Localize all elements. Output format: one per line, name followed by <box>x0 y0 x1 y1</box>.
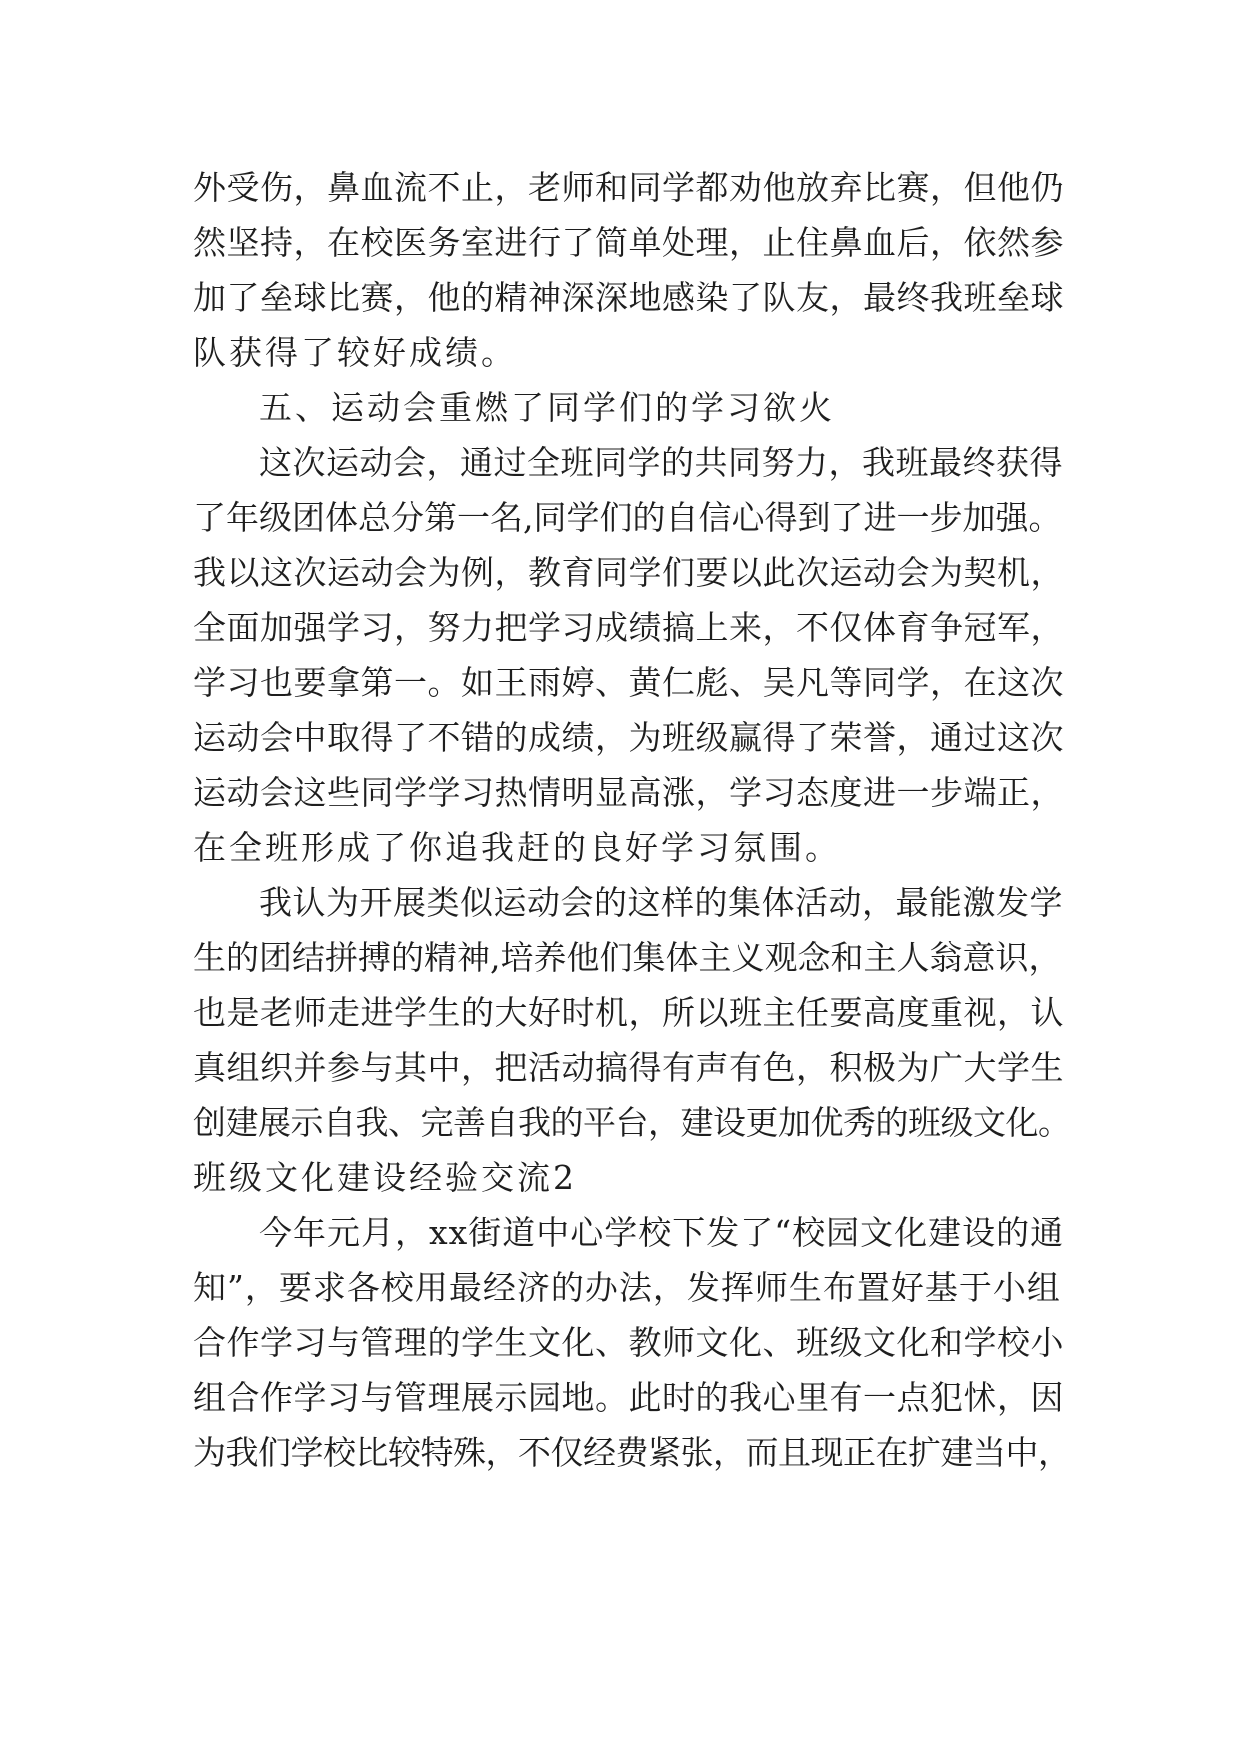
text-line: 创建展示自我、完善自我的平台，建设更加优秀的班级文化。 <box>193 1103 1071 1142</box>
text-line: 我认为开展类似运动会的这样的集体活动，最能激发学 <box>259 883 1063 922</box>
text-line: 加了垒球比赛，他的精神深深地感染了队友，最终我班垒球 <box>193 278 1064 317</box>
document-body <box>193 160 1073 1480</box>
text-line: 知”，要求各校用最经济的办法，发挥师生布置好基于小组 <box>193 1268 1061 1307</box>
text-line: 在全班形成了你追我赶的良好学习氛围。 <box>193 828 841 867</box>
text-line: 合作学习与管理的学生文化、教师文化、班级文化和学校小 <box>193 1323 1064 1362</box>
text-line: 为我们学校比较特殊，不仅经费紧张，而且现正在扩建当中， <box>193 1433 1071 1472</box>
text-line: 队获得了较好成绩。 <box>193 333 517 372</box>
text-line: 生的团结拼搏的精神,培养他们集体主义观念和主人翁意识， <box>193 938 1062 977</box>
text-line: 然坚持，在校医务室进行了简单处理，止住鼻血后，依然参 <box>193 223 1064 262</box>
text-line: 也是老师走进学生的大好时机，所以班主任要高度重视，认 <box>193 993 1064 1032</box>
text-line: 班级文化建设经验交流2 <box>193 1158 577 1197</box>
text-line: 组合作学习与管理展示园地。此时的我心里有一点犯怵，因 <box>193 1378 1064 1417</box>
text-line: 五、运动会重燃了同学们的学习欲火 <box>259 388 835 427</box>
text-line: 这次运动会，通过全班同学的共同努力，我班最终获得 <box>259 443 1063 482</box>
text-line: 运动会这些同学学习热情明显高涨，学习态度进一步端正， <box>193 773 1064 812</box>
text-line: 外受伤，鼻血流不止，老师和同学都劝他放弃比赛，但他仍 <box>193 168 1064 207</box>
text-line: 我以这次运动会为例，教育同学们要以此次运动会为契机， <box>193 553 1064 592</box>
text-line: 全面加强学习，努力把学习成绩搞上来，不仅体育争冠军， <box>193 608 1064 647</box>
text-line: 真组织并参与其中，把活动搞得有声有色，积极为广大学生 <box>193 1048 1064 1087</box>
text-line: 学习也要拿第一。如王雨婷、黄仁彪、吴凡等同学，在这次 <box>193 663 1064 702</box>
text-line: 今年元月，xx街道中心学校下发了“校园文化建设的通 <box>259 1213 1065 1252</box>
text-line: 了年级团体总分第一名,同学们的自信心得到了进一步加强。 <box>193 498 1062 537</box>
text-line: 运动会中取得了不错的成绩，为班级赢得了荣誉，通过这次 <box>193 718 1064 757</box>
